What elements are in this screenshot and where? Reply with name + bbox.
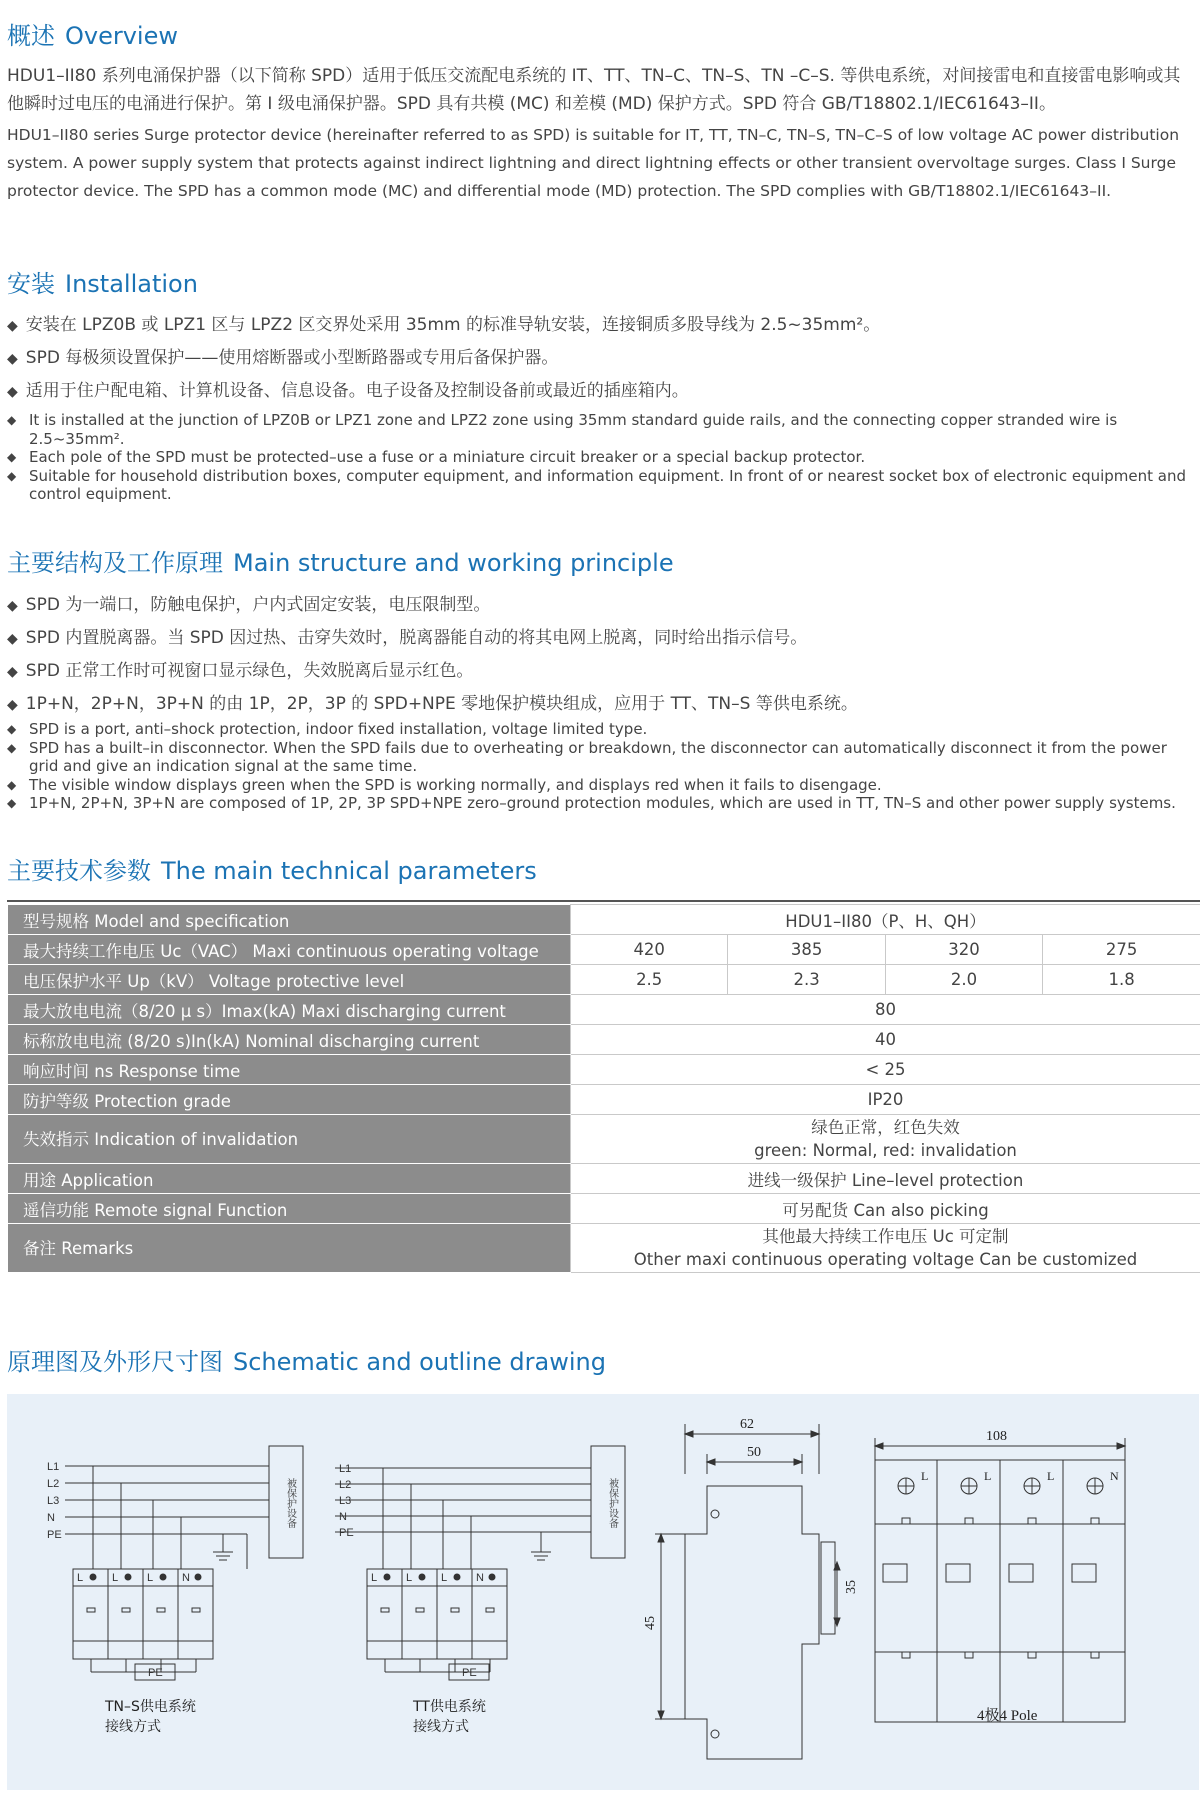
- param-value: [571, 1115, 1200, 1164]
- parameters-table: [7, 904, 1200, 1273]
- pole-label: L: [406, 1572, 413, 1584]
- param-value: 275: [1043, 935, 1200, 965]
- param-value: 420: [571, 935, 728, 965]
- overview-title-en: Overview: [65, 22, 178, 50]
- list-item: ◆ 1P+N，2P+N，3P+N 的由 1P，2P，3P 的 SPD+NPE 零地保护模块组成，应用于 TT、TN–S 等供电系统。: [7, 694, 858, 714]
- dimension-label: 50: [747, 1445, 761, 1460]
- dimension-label: 45: [643, 1616, 658, 1630]
- list-item: ◆ It is installed at the junction of LPZ0B or LPZ1 zone and LPZ2 zone using 35mm standard guide rails, and the connecting copper stranded wire is 2.5~35mm².: [7, 411, 1118, 448]
- overview-text-en: HDU1–II80 series Surge protector device (hereinafter referred to as SPD) is suitable for IT, TT, TN–C, TN–S, TN–C–S of low voltage AC power distribution system. A power supply system that protects against indirect lightning and direct lightning effects or other transient overvoltage surges. Class I Surge protector device. The SPD has a common mode (MC) and differential mode (MD) protection. The SPD complies with GB/T18802.1/IEC61643–II.: [7, 126, 1180, 200]
- diamond-bullet-icon: ◆: [7, 796, 17, 810]
- parameters-title: [7, 851, 537, 886]
- bus-label: L1: [339, 1463, 352, 1475]
- param-value: 1.8: [1043, 965, 1200, 995]
- installation-bullets-zh: [7, 309, 1197, 408]
- tt-caption-line-1: TT供电系统: [413, 1699, 486, 1715]
- list-item: ◆ SPD 内置脱离器。当 SPD 因过热、击穿失效时，脱离器能自动的将其电网上脱离，同时给出指示信号。: [7, 628, 808, 648]
- structure-title-zh: 主要结构及工作原理: [7, 549, 223, 577]
- diamond-bullet-icon: ◆: [7, 740, 17, 755]
- param-value-line-2: green: Normal, red: invalidation: [754, 1141, 1017, 1160]
- bus-label: PE: [47, 1529, 62, 1541]
- pe-label: PE: [148, 1667, 163, 1679]
- param-value: 可另配货 Can also picking: [571, 1194, 1200, 1224]
- param-label: 响应时间 ns Response time: [8, 1055, 571, 1085]
- installation-title-en: Installation: [65, 270, 198, 298]
- installation-title-zh: 安装: [7, 270, 55, 298]
- overview-text-zh: HDU1–II80 系列电涌保护器（以下简称 SPD）适用于低压交流配电系统的 IT、TT、TN–C、TN–S、TN –C–S. 等供电系统，对间接雷电和直接雷电影响或其他瞬时过电压的电涌进行保护。第 I 级电涌保护器。SPD 具有共模 (MC) 和差模 (MD) 保护方式。SPD 符合 GB/T18802.1/IEC61643–II。: [7, 66, 1181, 114]
- schematic-title: [7, 1342, 606, 1377]
- table-row: [8, 1085, 1200, 1115]
- diamond-bullet-icon: ◆: [7, 384, 18, 400]
- list-item: ◆ SPD 为一端口，防触电保护，户内式固定安装，电压限制型。: [7, 595, 491, 615]
- parameters-title-en: The main technical parameters: [161, 857, 537, 885]
- schematic-drawing-panel: [7, 1394, 1199, 1790]
- param-label: 最大持续工作电压 Uc（VAC） Maxi continuous operating voltage: [8, 935, 571, 965]
- schematic-title-en: Schematic and outline drawing: [233, 1348, 606, 1376]
- param-label: 用途 Application: [8, 1164, 571, 1194]
- pole-label: N: [476, 1572, 484, 1584]
- param-value: 进线一级保护 Line–level protection: [571, 1164, 1200, 1194]
- table-row: [8, 1164, 1200, 1194]
- list-item: ◆ SPD has a built–in disconnector. When the SPD fails due to overheating or breakdown, the disconnector can automatically disconnect it from the power grid and give an indication signal at the same time.: [7, 738, 1167, 775]
- pole-label: N: [1110, 1469, 1119, 1483]
- param-value: 320: [885, 935, 1042, 965]
- param-label: 遥信功能 Remote signal Function: [8, 1194, 571, 1224]
- diamond-bullet-icon: ◆: [7, 722, 17, 736]
- param-value-line-2: Other maxi continuous operating voltage Can be customized: [633, 1250, 1138, 1269]
- param-label: 防护等级 Protection grade: [8, 1085, 571, 1115]
- bus-label: L1: [47, 1461, 60, 1473]
- list-item: ◆ Suitable for household distribution boxes, computer equipment, and information equipment. In front of or nearest socket box of electronic equipment and control equipment.: [7, 466, 1187, 503]
- list-item: ◆ 1P+N, 2P+N, 3P+N are composed of 1P, 2P, 3P SPD+NPE zero–ground protection modules, which are used in TT, TN–S and other power supply systems.: [7, 794, 1176, 812]
- tt-caption-line-2: 接线方式: [413, 1719, 469, 1735]
- param-label: 最大放电电流（8/20 μ s）Imax(kA) Maxi discharging current: [8, 995, 571, 1025]
- table-row: [8, 965, 1200, 995]
- param-label: 备注 Remarks: [8, 1224, 571, 1273]
- pe-label: PE: [462, 1667, 477, 1679]
- table-row: [8, 1194, 1200, 1224]
- protected-equipment-label: 被保护设备: [606, 1478, 618, 1528]
- tns-caption-line-1: TN–S供电系统: [105, 1699, 196, 1715]
- bus-label: L2: [47, 1478, 60, 1490]
- bus-label: L3: [339, 1495, 352, 1507]
- param-value-line-1: 绿色正常，红色失效: [811, 1118, 960, 1137]
- diamond-bullet-icon: ◆: [7, 631, 18, 647]
- param-value: 40: [571, 1025, 1200, 1055]
- bus-label: PE: [339, 1527, 354, 1539]
- structure-title: [7, 543, 674, 578]
- diamond-bullet-icon: ◆: [7, 450, 17, 464]
- param-label: 型号规格 Model and specification: [8, 905, 571, 935]
- list-item: ◆ SPD is a port, anti–shock protection, indoor fixed installation, voltage limited type.: [7, 720, 648, 738]
- schematic-title-zh: 原理图及外形尺寸图: [7, 1348, 223, 1376]
- protected-equipment-label: 被保护设备: [284, 1478, 296, 1528]
- bus-label: N: [47, 1512, 55, 1524]
- pole-caption: 4极4 Pole: [977, 1708, 1038, 1724]
- param-value: 2.5: [571, 965, 728, 995]
- param-value: 2.0: [885, 965, 1042, 995]
- param-value: 80: [571, 995, 1200, 1025]
- pole-label: N: [182, 1572, 190, 1584]
- diamond-bullet-icon: ◆: [7, 413, 17, 427]
- table-row: [8, 1224, 1200, 1273]
- structure-bullets-en: [7, 720, 1199, 813]
- tns-caption: [105, 1697, 196, 1737]
- dimension-label: 62: [740, 1417, 754, 1432]
- structure-title-en: Main structure and working principle: [233, 549, 674, 577]
- param-label: 失效指示 Indication of invalidation: [8, 1115, 571, 1164]
- diamond-bullet-icon: ◆: [7, 777, 17, 792]
- diamond-bullet-icon: ◆: [7, 351, 18, 367]
- dimension-label: 35: [844, 1580, 859, 1594]
- bus-label: N: [339, 1511, 347, 1523]
- dimension-label: 108: [986, 1429, 1007, 1444]
- bus-label: L3: [47, 1495, 60, 1507]
- list-item: ◆ SPD 每极须设置保护——使用熔断器或小型断路器或专用后备保护器。: [7, 348, 559, 368]
- structure-bullets-zh: [7, 589, 1197, 721]
- pole-label: L: [112, 1572, 119, 1584]
- pole-label: L: [1047, 1469, 1055, 1483]
- pole-label: L: [147, 1572, 154, 1584]
- table-row: [8, 935, 1200, 965]
- table-row: [8, 995, 1200, 1025]
- pole-label: L: [984, 1469, 992, 1483]
- table-row: [8, 1025, 1200, 1055]
- param-value: HDU1–II80（P、H、QH）: [571, 905, 1200, 935]
- pole-label: L: [441, 1572, 448, 1584]
- list-item: ◆ 安装在 LPZ0B 或 LPZ1 区与 LPZ2 区交界处采用 35mm 的标准导轨安装，连接铜质多股导线为 2.5~35mm²。: [7, 315, 881, 335]
- diamond-bullet-icon: ◆: [7, 468, 17, 483]
- table-row: [8, 1115, 1200, 1164]
- diamond-bullet-icon: ◆: [7, 664, 18, 680]
- param-label: 电压保护水平 Up（kV） Voltage protective level: [8, 965, 571, 995]
- param-value: [571, 1224, 1200, 1273]
- list-item: ◆ SPD 正常工作时可视窗口显示绿色，失效脱离后显示红色。: [7, 661, 474, 681]
- param-value-line-1: 其他最大持续工作电压 Uc 可定制: [762, 1227, 1009, 1246]
- diamond-bullet-icon: ◆: [7, 598, 18, 614]
- table-top-rule: [7, 900, 1200, 902]
- param-value: IP20: [571, 1085, 1200, 1115]
- param-value: 2.3: [728, 965, 885, 995]
- bus-label: L2: [339, 1479, 352, 1491]
- list-item: ◆ 适用于住户配电箱、计算机设备、信息设备。电子设备及控制设备前或最近的插座箱内。: [7, 381, 689, 401]
- pole-label: L: [921, 1469, 929, 1483]
- diamond-bullet-icon: ◆: [7, 697, 18, 713]
- param-value: < 25: [571, 1055, 1200, 1085]
- list-item: ◆ The visible window displays green when the SPD is working normally, and displays red when it fails to disengage.: [7, 775, 882, 794]
- pole-label: L: [77, 1572, 84, 1584]
- installation-bullets-en: [7, 411, 1199, 504]
- table-row: [8, 905, 1200, 935]
- overview-title: [7, 16, 178, 51]
- pole-label: L: [371, 1572, 378, 1584]
- list-item: ◆ Each pole of the SPD must be protected–use a fuse or a miniature circuit breaker or a special backup protector.: [7, 448, 866, 466]
- param-label: 标称放电电流 (8/20 s)In(kA) Nominal discharging current: [8, 1025, 571, 1055]
- tt-caption: [413, 1697, 486, 1737]
- tns-caption-line-2: 接线方式: [105, 1719, 161, 1735]
- diamond-bullet-icon: ◆: [7, 318, 18, 334]
- param-value: 385: [728, 935, 885, 965]
- table-row: [8, 1055, 1200, 1085]
- parameters-title-zh: 主要技术参数: [7, 857, 151, 885]
- overview-title-zh: 概述: [7, 22, 55, 50]
- installation-title: [7, 264, 198, 299]
